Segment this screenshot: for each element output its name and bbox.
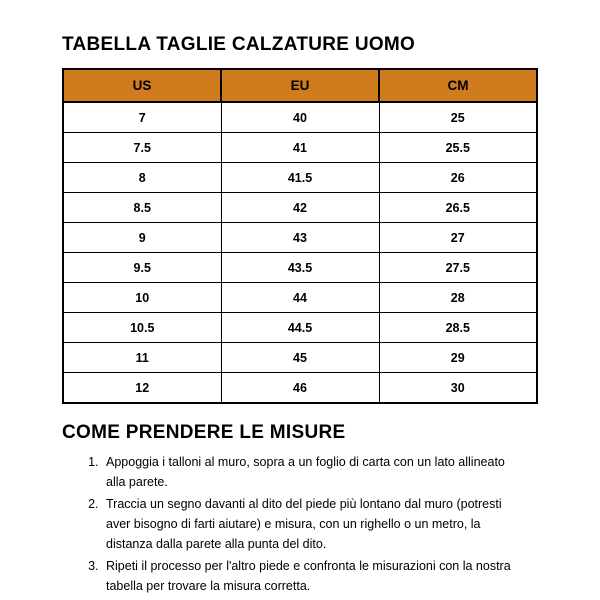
size-table-body <box>63 102 537 403</box>
table-row <box>63 133 537 163</box>
size-table-head <box>63 69 537 102</box>
cell-eu: 45 <box>221 343 379 373</box>
cell-cm: 28 <box>379 283 537 313</box>
table-row <box>63 373 537 404</box>
cell-cm: 29 <box>379 343 537 373</box>
cell-eu: 41 <box>221 133 379 163</box>
table-row <box>63 343 537 373</box>
cell-us: 10.5 <box>63 313 221 343</box>
cell-eu: 43.5 <box>221 253 379 283</box>
page-title: TABELLA TAGLIE CALZATURE UOMO <box>62 34 416 55</box>
size-table <box>62 68 538 404</box>
cell-eu: 42 <box>221 193 379 223</box>
instruction-step-2: 2. Traccia un segno davanti al dito del piede più lontano dal muro (potresti aver bisogno di farti aiutare) e misura, con un righello o un metro, la distanza dalla parete alla punta del dito. <box>102 494 524 554</box>
table-header-row <box>63 69 537 102</box>
cell-cm: 26 <box>379 163 537 193</box>
cell-cm: 25.5 <box>379 133 537 163</box>
cell-cm: 30 <box>379 373 537 404</box>
cell-us: 9.5 <box>63 253 221 283</box>
cell-us: 9 <box>63 223 221 253</box>
cell-us: 10 <box>63 283 221 313</box>
table-row <box>63 223 537 253</box>
column-header-us: US <box>63 69 221 102</box>
table-row <box>63 102 537 133</box>
cell-cm: 27.5 <box>379 253 537 283</box>
cell-us: 8.5 <box>63 193 221 223</box>
cell-eu: 40 <box>221 102 379 133</box>
cell-us: 8 <box>63 163 221 193</box>
cell-cm: 25 <box>379 102 537 133</box>
table-row <box>63 253 537 283</box>
column-header-eu: EU <box>221 69 379 102</box>
table-row <box>63 163 537 193</box>
table-row <box>63 283 537 313</box>
column-header-cm: CM <box>379 69 537 102</box>
cell-eu: 44.5 <box>221 313 379 343</box>
instruction-step-3: 3. Ripeti il processo per l'altro piede e confronta le misurazioni con la nostra tabella per trovare la misura corretta. <box>102 556 524 596</box>
cell-cm: 26.5 <box>379 193 537 223</box>
instruction-step-1: 1. Appoggia i talloni al muro, sopra a un foglio di carta con un lato allineato alla parete. <box>102 452 524 492</box>
instructions-list <box>62 452 538 596</box>
cell-us: 7.5 <box>63 133 221 163</box>
cell-us: 11 <box>63 343 221 373</box>
cell-cm: 27 <box>379 223 537 253</box>
cell-cm: 28.5 <box>379 313 537 343</box>
cell-eu: 46 <box>221 373 379 404</box>
cell-eu: 44 <box>221 283 379 313</box>
cell-us: 7 <box>63 102 221 133</box>
table-row <box>63 313 537 343</box>
cell-eu: 41.5 <box>221 163 379 193</box>
instructions-title: COME PRENDERE LE MISURE <box>62 422 346 443</box>
cell-us: 12 <box>63 373 221 404</box>
cell-eu: 43 <box>221 223 379 253</box>
table-row <box>63 193 537 223</box>
